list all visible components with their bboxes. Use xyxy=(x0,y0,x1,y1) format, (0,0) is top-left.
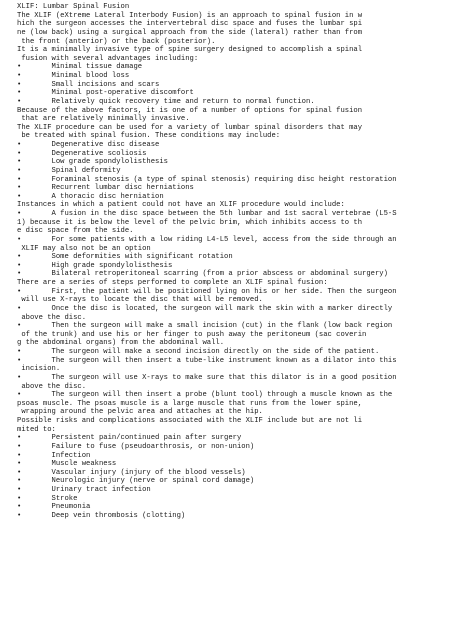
text-line: will use X-rays to locate the disc that will be removed. xyxy=(17,296,263,305)
text-line: above the disc. xyxy=(17,382,87,391)
bullet-line: • Neurologic injury (nerve or spinal cord damage) xyxy=(17,477,255,486)
text-line: above the disc. xyxy=(17,313,87,322)
bullet-line: • Persistent pain/continued pain after surgery xyxy=(17,434,242,443)
bullet-line: • Deep vein thrombosis (clotting) xyxy=(17,511,186,520)
text-line: 1) because it is below the level of the pelvic brim, which inhibits access to th xyxy=(17,218,363,227)
text-line: Instances in which a patient could not have an XLIF procedure would include: xyxy=(17,201,345,210)
text-line: It is a minimally invasive type of spine surgery designed to accomplish a spinal xyxy=(17,46,363,55)
text-line: be treated with spinal fusion. These conditions may include: xyxy=(17,132,281,141)
text-line: wrapping around the pelvic area and attaches at the hip. xyxy=(17,408,263,417)
bullet-line: • Relatively quick recovery time and return to normal function. xyxy=(17,97,315,106)
bullet-line: • Small incisions and scars xyxy=(17,80,160,89)
document-page xyxy=(17,3,467,521)
bullet-line: • Failure to fuse (pseudoarthrosis, or non-union) xyxy=(17,442,255,451)
text-line: XLIF may also not be an option xyxy=(17,244,151,253)
text-line: the front (anterior) or the back (posterior). xyxy=(17,37,216,46)
bullet-line: • Stroke xyxy=(17,494,78,503)
bullet-line: • Infection xyxy=(17,451,91,460)
text-line: The XLIF procedure can be used for a variety of lumbar spinal disorders that may xyxy=(17,123,363,132)
text-line: incision. xyxy=(17,365,61,374)
bullet-line: • Low grade spondylolisthesis xyxy=(17,158,168,167)
bullet-line: • First, the patient will be positioned lying on his or her side. Then the surgeon xyxy=(17,287,397,296)
bullet-line: • Foraminal stenosis (a type of spinal stenosis) requiring disc height restoration xyxy=(17,175,397,184)
bullet-line: • The surgeon will use X-rays to make sure that this dilator is in a good position xyxy=(17,373,397,382)
text-line: There are a series of steps performed to complete an XLIF spinal fusion: xyxy=(17,279,328,287)
bullet-line: • Bilateral retroperitoneal scarring (from a prior abscess or abdominal surgery) xyxy=(17,270,388,279)
bullet-line: • Minimal tissue damage xyxy=(17,63,143,72)
text-line: hich the surgeon accesses the intervertebral disc space and fuses the lumbar spi xyxy=(17,20,363,29)
bullet-line: • Degenerative disc disease xyxy=(17,141,160,149)
bullet-line: • Vascular injury (injury of the blood vessels) xyxy=(17,468,246,477)
bullet-line: • Muscle weakness xyxy=(17,460,117,469)
bullet-line: • Degenerative scoliosis xyxy=(17,149,147,158)
bullet-line: • The surgeon will make a second incision directly on the side of the patient. xyxy=(17,348,380,356)
bullet-line: • Some deformities with significant rotation xyxy=(17,253,233,262)
bullet-line: • Pneumonia xyxy=(17,503,91,512)
bullet-line: • A thoracic disc herniation xyxy=(17,192,164,201)
text-line: XLIF: Lumbar Spinal Fusion xyxy=(17,3,130,11)
bullet-line: • Once the disc is located, the surgeon will mark the skin with a marker directly xyxy=(17,304,393,313)
text-line: psoas muscle. The psoas muscle is a large muscle that runs from the lower spine, xyxy=(17,399,363,408)
bullet-line: • The surgeon will then insert a tube-like instrument known as a dilator into this xyxy=(17,356,397,365)
text-line: e disc space from the side. xyxy=(17,227,134,236)
text-line: Because of the above factors, it is one of a number of options for spinal fusion xyxy=(17,106,363,115)
bullet-line: • Recurrent lumbar disc herniations xyxy=(17,184,194,193)
bullet-line: • High grade spondylolisthesis xyxy=(17,261,173,270)
text-line: g the abdominal organs) from the abdominal wall. xyxy=(17,339,225,348)
text-line: fusion with several advantages including: xyxy=(17,54,199,63)
bullet-line: • The surgeon will then insert a probe (blunt tool) through a muscle known as the xyxy=(17,391,393,400)
text-line: ne (low back) using a surgical approach from the side (lateral) rather than from xyxy=(17,28,363,37)
text-line: mited to: xyxy=(17,425,56,434)
bullet-line: • For some patients with a low riding L4-L5 level, access from the side through an xyxy=(17,235,397,244)
text-line: that are relatively minimally invasive. xyxy=(17,115,190,124)
text-line: Possible risks and complications associated with the XLIF include but are not li xyxy=(17,417,363,425)
bullet-line: • Urinary tract infection xyxy=(17,486,151,494)
text-line: of the trunk) and use his or her finger to push away the peritoneum (sac coverin xyxy=(17,330,367,339)
bullet-line: • Minimal post-operative discomfort xyxy=(17,89,194,98)
bullet-line: • A fusion in the disc space between the 5th lumbar and 1st sacral vertebrae (L5-S xyxy=(17,210,397,218)
bullet-line: • Spinal deformity xyxy=(17,166,121,175)
bullet-line: • Minimal blood loss xyxy=(17,72,130,80)
bullet-line: • Then the surgeon will make a small incision (cut) in the flank (low back region xyxy=(17,322,393,331)
text-line: The XLIF (eXtreme Lateral Interbody Fusion) is an approach to spinal fusion in w xyxy=(17,11,363,20)
